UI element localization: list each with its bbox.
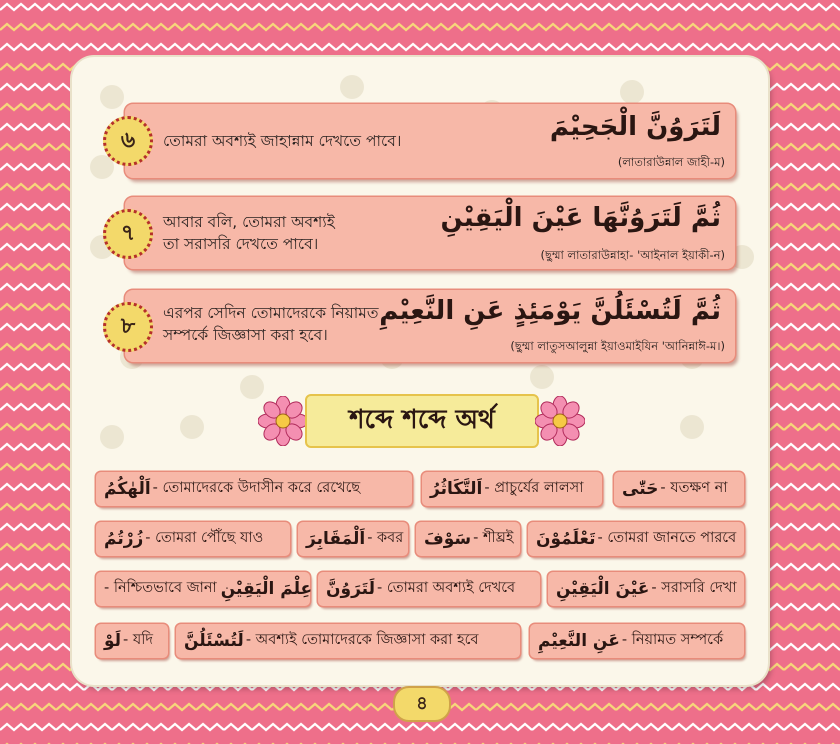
word-meaning-box: عَيْنَ الْيَقِيْنِ - সরাসরি দেখা: [548, 572, 744, 606]
verse-meaning: আবার বলি, তোমরা অবশ্যই তা সরাসরি দেখতে পাবে।: [163, 213, 335, 253]
word-meaning-box: اَلْهٰكُمُ - তোমাদেরকে উদাসীন করে রেখেছে: [96, 472, 412, 506]
verse-number-badge: ৮: [103, 302, 153, 352]
verse-row: [120, 104, 735, 178]
word-meaning-box: تَعْلَمُوْنَ - তোমরা জানতে পারবে: [528, 522, 744, 556]
word-meaning-box: لَتُسْئَلُنَّ - অবশ্যই তোমাদেরকে জিজ্ঞাসা করা হবে: [176, 624, 520, 658]
page-number-badge: [393, 686, 451, 722]
verse-meaning: তোমরা অবশ্যই জাহান্নাম দেখতে পাবে।: [163, 132, 402, 150]
word-meaning-box: حَتّٰى - যতক্ষণ না: [614, 472, 744, 506]
verse-transliteration: (ছুম্মা লাতুসআলুন্না ইয়াওমাইযিন 'আনিন্নাঈ-ম।): [510, 339, 725, 353]
verse-number-badge: ৬: [103, 116, 153, 166]
word-meaning-box: سَوْفَ - শীঘ্রই: [416, 522, 520, 556]
verse-transliteration: (ছুম্মা লাতারাউন্নাহা- 'আইনাল ইয়াকী-ন): [540, 248, 725, 262]
section-heading: শব্দে শব্দে অর্থ: [305, 394, 539, 448]
word-meaning-box: زُرْتُمُ - তোমরা পৌঁছে যাও: [96, 522, 290, 556]
verse-row: [120, 197, 735, 269]
page-number: ৪: [416, 692, 428, 714]
verse-arabic: ثُمَّ لَتَرَوُنَّهَا عَيْنَ الْيَقِيْنِ: [440, 203, 721, 233]
verse-meaning: এরপর সেদিন তোমাদেরকে নিয়ামত সম্পর্কে জিজ্ঞাসা করা হবে।: [163, 304, 379, 344]
verse-arabic: لَتَرَوُنَّ الْجَحِيْمَ: [549, 112, 721, 142]
word-meaning-box: اَلْمَقَابِرَ - কবর: [298, 522, 408, 556]
verse-arabic: ثُمَّ لَتُسْئَلُنَّ يَوْمَئِذٍ عَنِ النَّعِيْمِ: [379, 296, 721, 326]
word-meaning-box: عَنِ النَّعِيْمِ - নিয়ামত সম্পর্কে: [530, 624, 744, 658]
flower-icon: [258, 396, 308, 446]
flower-icon: [535, 396, 585, 446]
verse-transliteration: (লাতারাউন্নাল জাহী-ম): [617, 155, 725, 169]
word-meaning-box: - নিশ্চিতভাবে জানা عِلْمَ الْيَقِيْنِ: [96, 572, 310, 606]
word-meaning-box: لَتَرَوُنَّ - তোমরা অবশ্যই দেখবে: [318, 572, 540, 606]
word-meaning-box: اَلتَّكَاثُرُ - প্রাচুর্যের লালসা: [422, 472, 602, 506]
verse-number-badge: ৭: [103, 209, 153, 259]
word-meaning-box: لَوْ - যদি: [96, 624, 168, 658]
verse-row: [120, 290, 735, 362]
